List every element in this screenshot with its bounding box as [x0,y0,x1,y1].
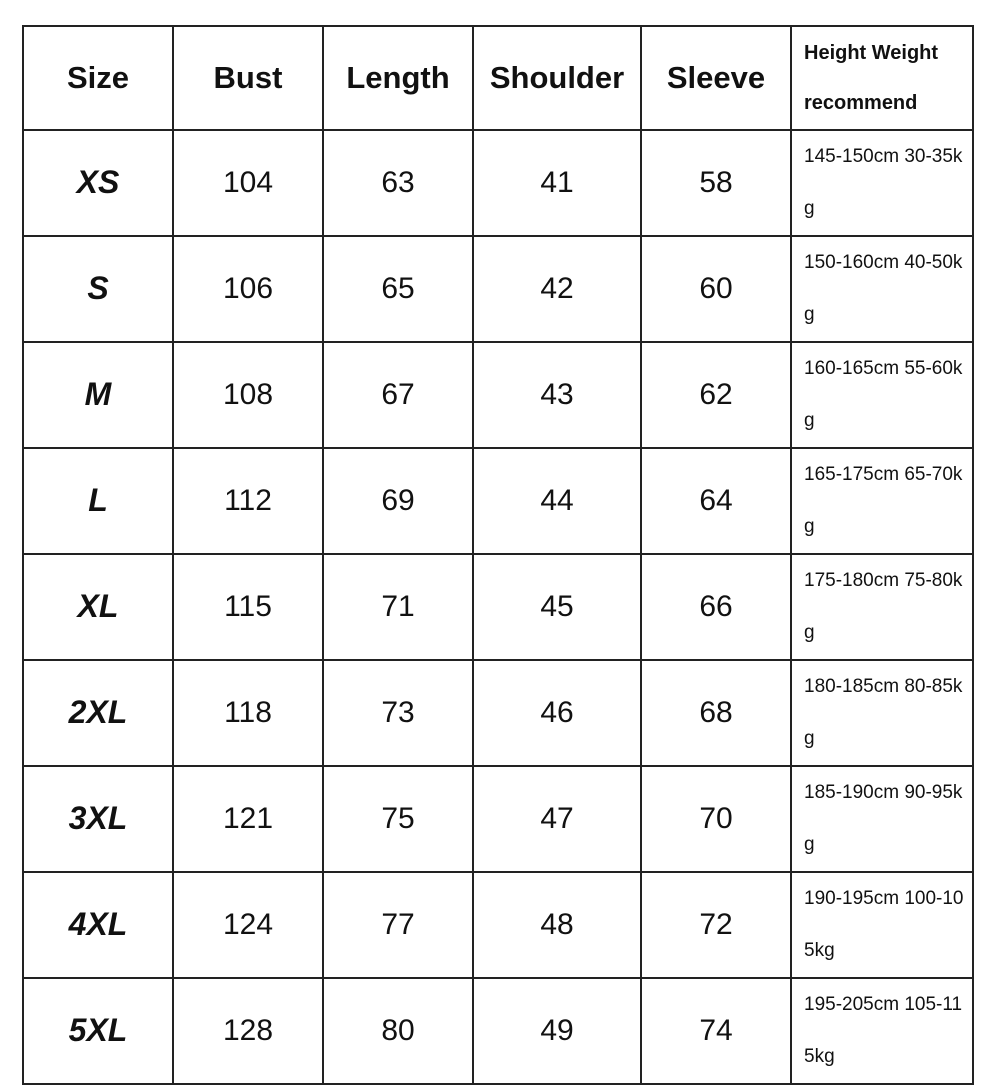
length-cell: 69 [323,448,473,554]
size-cell: XL [23,554,173,660]
recommend-cell: 190-195cm 100-105kg [791,872,973,978]
header-height-weight-recommend: Height Weight recommend [791,26,973,130]
header-row [23,26,973,130]
shoulder-cell: 49 [473,978,641,1084]
bust-cell: 106 [173,236,323,342]
bust-cell: 128 [173,978,323,1084]
length-cell: 73 [323,660,473,766]
recommend-cell: 165-175cm 65-70kg [791,448,973,554]
size-cell: 5XL [23,978,173,1084]
bust-cell: 108 [173,342,323,448]
table-row [23,766,973,872]
header-size: Size [23,26,173,130]
sleeve-cell: 62 [641,342,791,448]
sleeve-cell: 60 [641,236,791,342]
bust-cell: 112 [173,448,323,554]
shoulder-cell: 42 [473,236,641,342]
header-sleeve: Sleeve [641,26,791,130]
size-cell: 3XL [23,766,173,872]
shoulder-cell: 48 [473,872,641,978]
table-row [23,448,973,554]
table-row [23,554,973,660]
header-bust: Bust [173,26,323,130]
sleeve-cell: 70 [641,766,791,872]
shoulder-cell: 44 [473,448,641,554]
recommend-cell: 195-205cm 105-115kg [791,978,973,1084]
length-cell: 75 [323,766,473,872]
size-chart-table [22,25,974,1085]
sleeve-cell: 74 [641,978,791,1084]
table-row [23,342,973,448]
sleeve-cell: 68 [641,660,791,766]
table-row [23,978,973,1084]
sleeve-cell: 58 [641,130,791,236]
recommend-cell: 175-180cm 75-80kg [791,554,973,660]
size-cell: M [23,342,173,448]
shoulder-cell: 41 [473,130,641,236]
bust-cell: 115 [173,554,323,660]
length-cell: 67 [323,342,473,448]
shoulder-cell: 43 [473,342,641,448]
table-row [23,130,973,236]
shoulder-cell: 46 [473,660,641,766]
size-cell: XS [23,130,173,236]
header-shoulder: Shoulder [473,26,641,130]
bust-cell: 121 [173,766,323,872]
length-cell: 80 [323,978,473,1084]
size-cell: L [23,448,173,554]
recommend-cell: 145-150cm 30-35kg [791,130,973,236]
size-cell: S [23,236,173,342]
bust-cell: 124 [173,872,323,978]
table-row [23,236,973,342]
bust-cell: 118 [173,660,323,766]
table-row [23,660,973,766]
length-cell: 63 [323,130,473,236]
sleeve-cell: 66 [641,554,791,660]
recommend-cell: 180-185cm 80-85kg [791,660,973,766]
length-cell: 65 [323,236,473,342]
header-length: Length [323,26,473,130]
sleeve-cell: 64 [641,448,791,554]
recommend-cell: 185-190cm 90-95kg [791,766,973,872]
size-cell: 4XL [23,872,173,978]
recommend-cell: 160-165cm 55-60kg [791,342,973,448]
shoulder-cell: 45 [473,554,641,660]
shoulder-cell: 47 [473,766,641,872]
bust-cell: 104 [173,130,323,236]
sleeve-cell: 72 [641,872,791,978]
recommend-cell: 150-160cm 40-50kg [791,236,973,342]
length-cell: 77 [323,872,473,978]
size-cell: 2XL [23,660,173,766]
table-row [23,872,973,978]
length-cell: 71 [323,554,473,660]
